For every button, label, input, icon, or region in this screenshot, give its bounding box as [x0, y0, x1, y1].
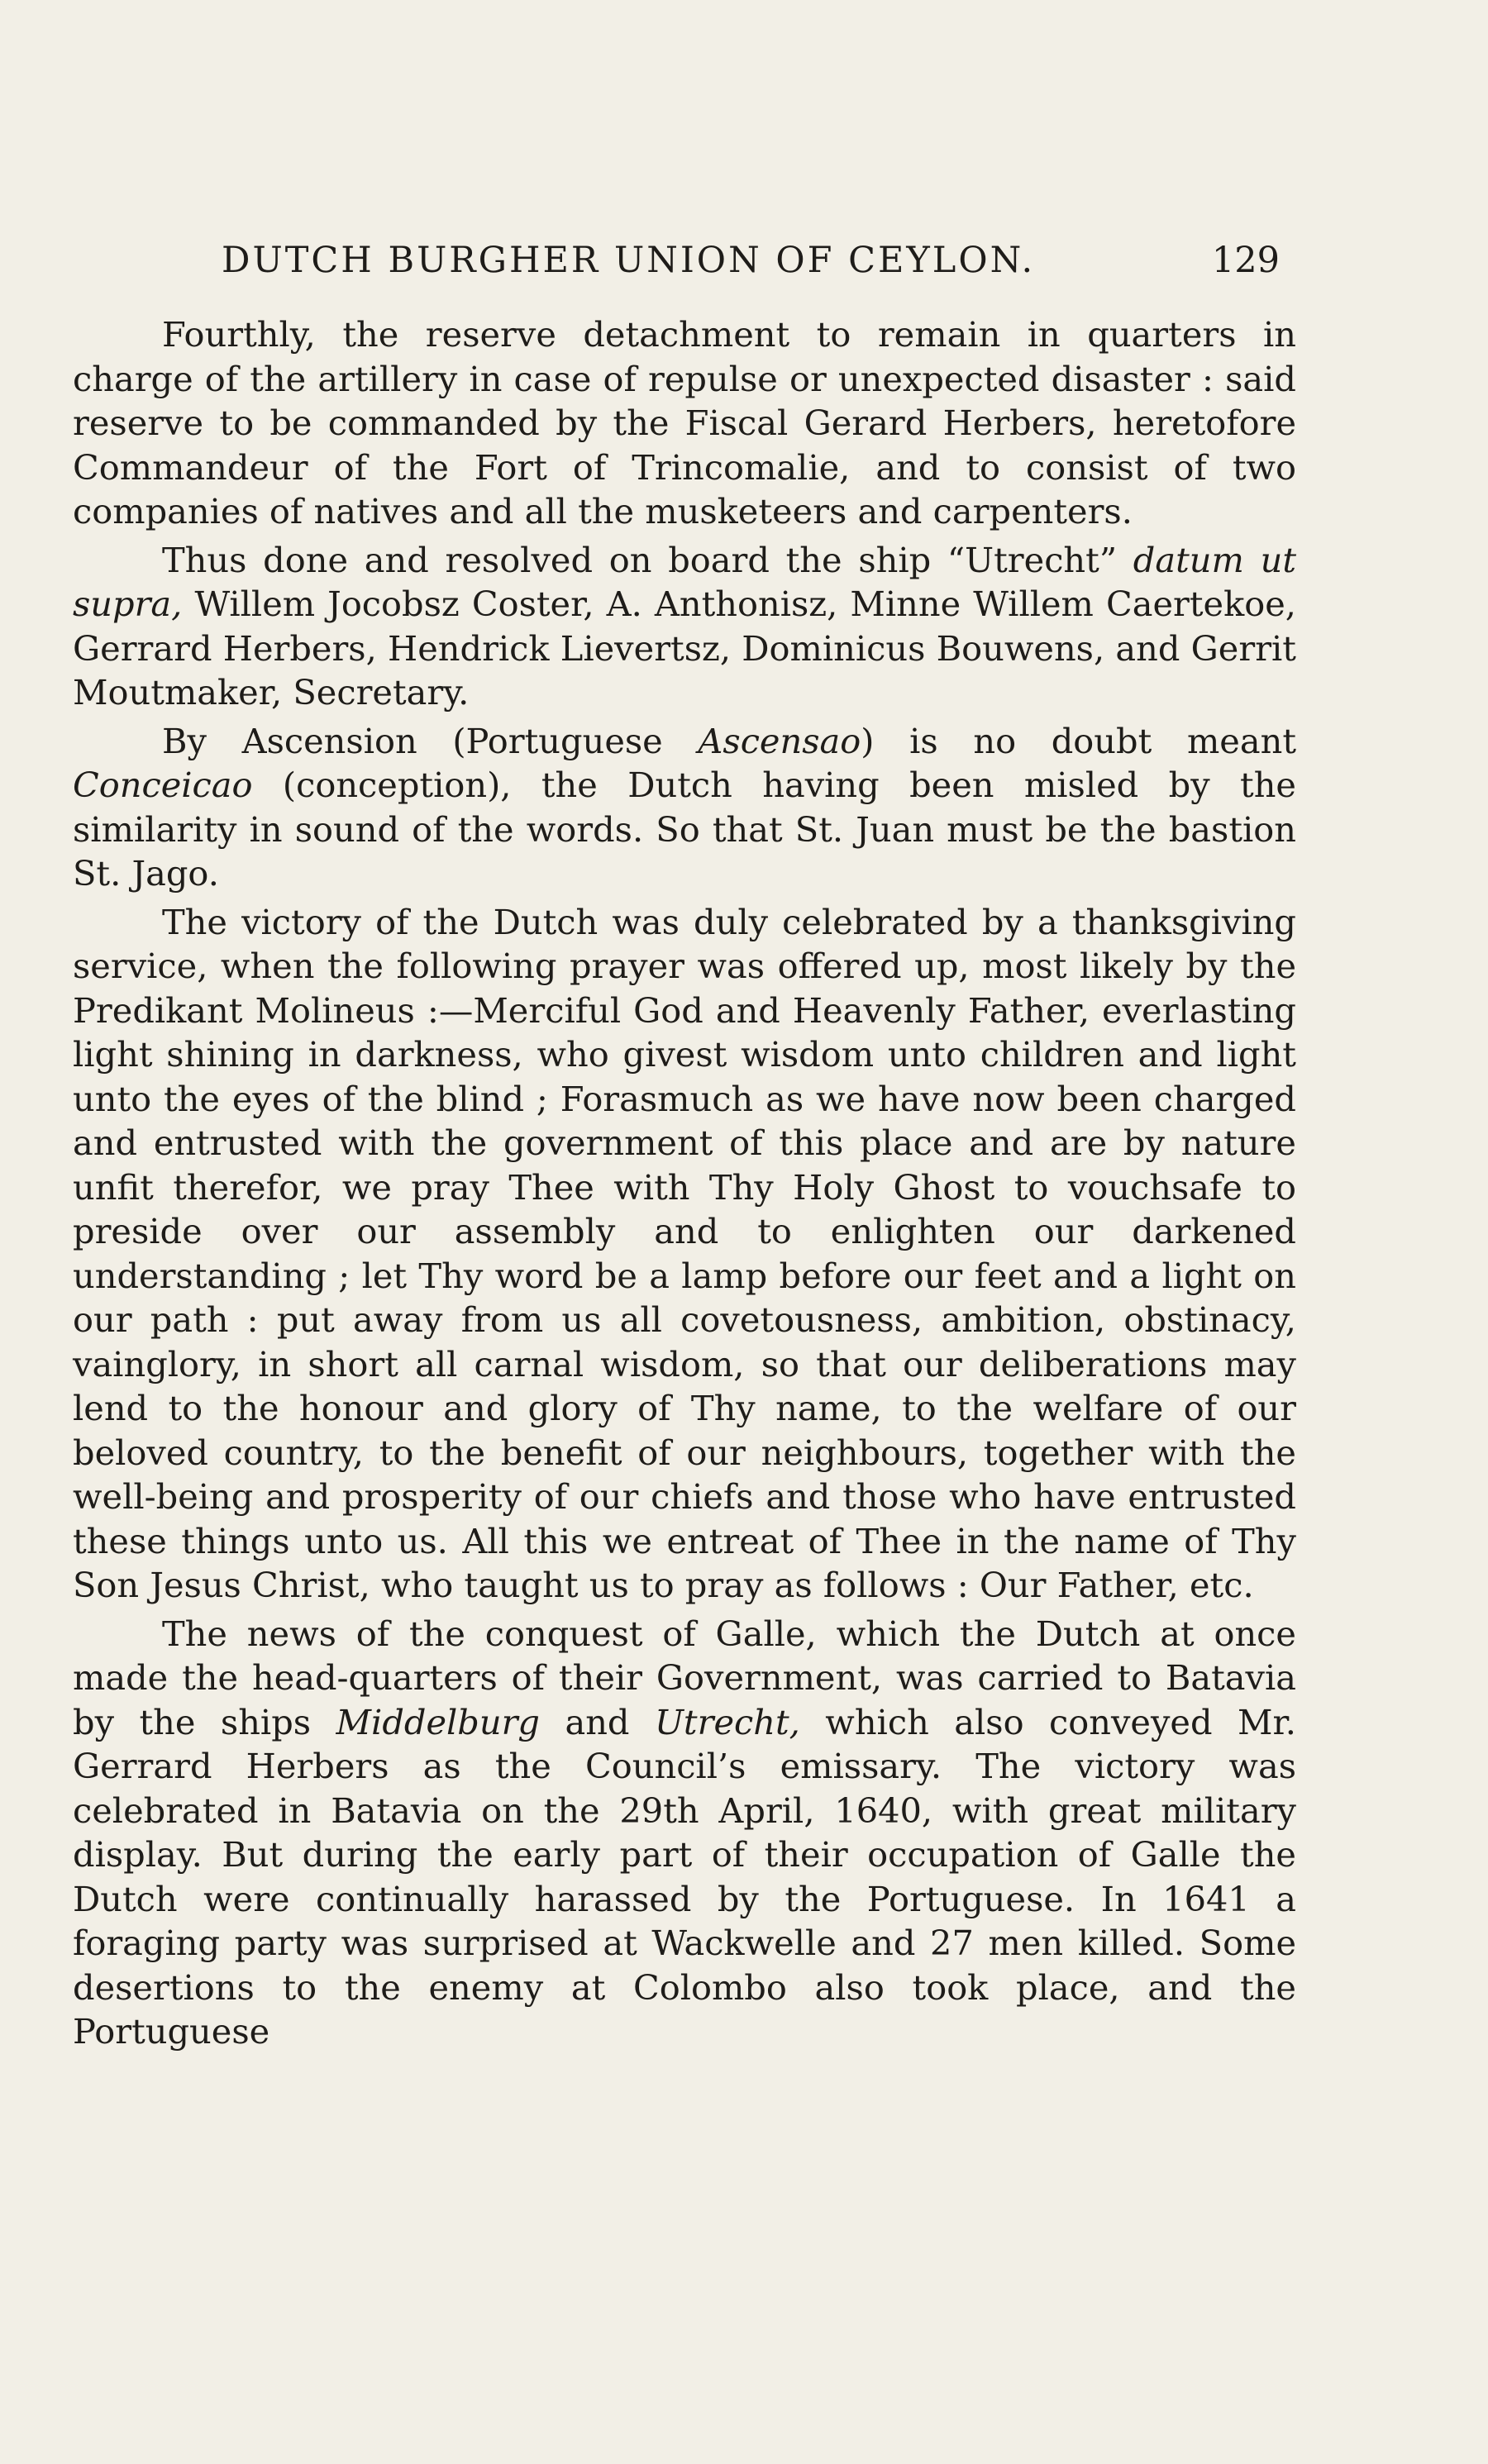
italic-text: Middelburg	[336, 1701, 540, 1742]
text-run: Willem Jocobsz Coster, A. Anthonisz, Minne Willem Caertekoe, Gerrard Herbers, Hendrick Lievertsz, Dominicus Bouwens, and Gerrit Moutmaker, Secretary.	[73, 584, 1296, 713]
text-run: Fourthly, the reserve detachment to remain in quarters in charge of the artillery in case of repulse or unexpected disaster : said reserve to be commanded by the Fiscal Gerard Herbers, heretofore Commandeur of the Fort of Trincomalie, and to consist of two companies of natives and all the musketeers and carpenters.	[73, 314, 1296, 531]
paragraph	[73, 538, 1296, 715]
italic-text: Ascensao	[698, 720, 861, 761]
paragraph	[73, 312, 1296, 534]
text-run: which also conveyed Mr. Gerrard Herbers as the Council’s emissary. The victory was celebrated in Batavia on the 29th April, 1640, with great military display. But during the early part of their occupation of Galle the Dutch were continually harassed by the Portuguese. In 1641 a foraging party was surprised at Wackwelle and 27 men killed. Some desertions to the enemy at Colombo also took place, and the Portuguese	[73, 1701, 1296, 2052]
italic-text: datum ut supra,	[73, 539, 1296, 624]
book-page	[73, 240, 1296, 2058]
text-run: and	[539, 1701, 655, 1742]
paragraph	[73, 1612, 1296, 2054]
running-title: DUTCH BURGHER UNION OF CEYLON.	[222, 240, 1036, 281]
text-run: (conception), the Dutch having been misled by the similarity in sound of the words. So that St. Juan must be the bastion St. Jago.	[73, 765, 1296, 894]
text-run: ) is no doubt meant	[861, 720, 1296, 761]
page-number: 129	[1211, 240, 1280, 281]
text-run: By Ascension (Portuguese	[162, 720, 699, 761]
body-text	[73, 312, 1296, 2054]
running-header	[73, 240, 1296, 298]
text-run: The news of the conquest of Galle, which the Dutch at once made the head-quarters of their Government, was carried to Batavia by the ships	[73, 1613, 1296, 1742]
paragraph	[73, 900, 1296, 1608]
italic-text: Utrecht,	[654, 1701, 800, 1742]
italic-text: Conceicao	[73, 765, 253, 805]
text-run: The victory of the Dutch was duly celebrated by a thanksgiving service, when the following prayer was offered up, most likely by the Predikant Molineus :—Merciful God and Heavenly Father, everlasting light shining in darkness, who givest wisdom unto children and light unto the eyes of the blind ; Forasmuch as we have now been charged and entrusted with the government of this place and are by nature unfit therefor, we pray Thee with Thy Holy Ghost to vouchsafe to preside over our assembly and to enlighten our darkened understanding ; let Thy word be a lamp before our feet and a light on our path : put away from us all covetousness, ambition, obstinacy, vainglory, in short all carnal wisdom, so that our deliberations may lend to the honour and glory of Thy name, to the welfare of our beloved country, to the benefit of our neighbours, together with the well-being and prosperity of our chiefs and those who have entrusted these things unto us. All this we entreat of Thee in the name of Thy Son Jesus Christ, who taught us to pray as follows : Our Father, etc.	[73, 901, 1296, 1605]
text-run: Thus done and resolved on board the ship “Utrecht”	[162, 539, 1133, 580]
paragraph	[73, 719, 1296, 896]
